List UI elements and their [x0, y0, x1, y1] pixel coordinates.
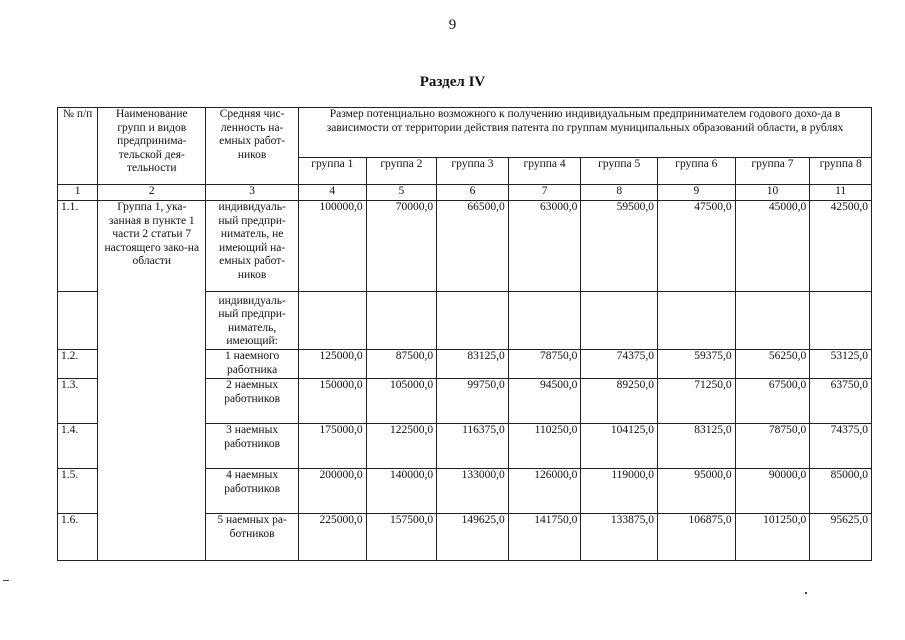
workers-cell: 3 наемных работников — [206, 424, 299, 469]
column-number: 4 — [299, 185, 367, 201]
value-cell: 225000,0 — [299, 514, 367, 561]
value-cell: 59500,0 — [581, 201, 658, 292]
column-number: 11 — [810, 185, 872, 201]
value-cell: 71250,0 — [658, 379, 736, 424]
workers-cell: 1 наемного работника — [206, 350, 299, 379]
value-cell: 70000,0 — [366, 201, 437, 292]
row-number: 1.5. — [58, 469, 98, 514]
value-cell: 116375,0 — [437, 424, 509, 469]
scan-mark — [3, 580, 9, 581]
value-cell: 140000,0 — [366, 469, 437, 514]
column-number: 10 — [735, 185, 810, 201]
value-cell: 42500,0 — [810, 201, 872, 292]
workers-cell: 4 наемных работников — [206, 469, 299, 514]
value-cell: 63750,0 — [810, 379, 872, 424]
group-header: группа 8 — [810, 158, 872, 185]
value-cell: 157500,0 — [366, 514, 437, 561]
value-cell — [658, 292, 736, 350]
column-number: 9 — [658, 185, 736, 201]
value-cell: 90000,0 — [735, 469, 810, 514]
value-cell: 85000,0 — [810, 469, 872, 514]
row-number: 1.3. — [58, 379, 98, 424]
value-cell: 126000,0 — [508, 469, 581, 514]
group-header: группа 5 — [581, 158, 658, 185]
column-number: 3 — [206, 185, 299, 201]
value-cell: 95000,0 — [658, 469, 736, 514]
value-cell: 83125,0 — [658, 424, 736, 469]
group-header: группа 1 — [299, 158, 367, 185]
value-cell: 100000,0 — [299, 201, 367, 292]
group-name: Группа 1, ука-занная в пункте 1 части 2 статьи 7 настоящего зако-на области — [98, 201, 206, 561]
scan-dot — [805, 592, 807, 594]
column-number: 5 — [366, 185, 437, 201]
header-num: № п/п — [58, 108, 98, 185]
page-number: 9 — [448, 17, 457, 33]
value-cell: 74375,0 — [581, 350, 658, 379]
header-workers: Средняя чис-ленность на-емных работ-ников — [206, 108, 299, 185]
value-cell: 104125,0 — [581, 424, 658, 469]
value-cell: 150000,0 — [299, 379, 367, 424]
value-cell: 133875,0 — [581, 514, 658, 561]
value-cell: 63000,0 — [508, 201, 581, 292]
column-number: 8 — [581, 185, 658, 201]
group-header: группа 7 — [735, 158, 810, 185]
row-number: 1.6. — [58, 514, 98, 561]
workers-cell: индивидуаль-ный предпри-ниматель, имеющий: — [206, 292, 299, 350]
value-cell — [735, 292, 810, 350]
value-cell: 133000,0 — [437, 469, 509, 514]
column-number: 2 — [98, 185, 206, 201]
value-cell: 78750,0 — [735, 424, 810, 469]
header-row — [58, 108, 872, 158]
value-cell — [437, 292, 509, 350]
value-cell: 45000,0 — [735, 201, 810, 292]
value-cell: 106875,0 — [658, 514, 736, 561]
group-header: группа 2 — [366, 158, 437, 185]
value-cell: 125000,0 — [299, 350, 367, 379]
value-cell: 74375,0 — [810, 424, 872, 469]
value-cell: 56250,0 — [735, 350, 810, 379]
value-cell — [299, 292, 367, 350]
value-cell: 95625,0 — [810, 514, 872, 561]
value-cell — [810, 292, 872, 350]
value-cell: 175000,0 — [299, 424, 367, 469]
group-header: группа 3 — [437, 158, 509, 185]
value-cell: 47500,0 — [658, 201, 736, 292]
value-cell: 87500,0 — [366, 350, 437, 379]
group-header: группа 6 — [658, 158, 736, 185]
column-number-row — [58, 185, 872, 201]
workers-cell: индивидуаль-ный предпри-ниматель, не имеющий на-емных работ-ников — [206, 201, 299, 292]
row-number: 1.1. — [58, 201, 98, 292]
value-cell: 101250,0 — [735, 514, 810, 561]
value-cell: 53125,0 — [810, 350, 872, 379]
section-title: Раздел IV — [419, 74, 486, 90]
value-cell — [508, 292, 581, 350]
row-number: 1.4. — [58, 424, 98, 469]
value-cell: 149625,0 — [437, 514, 509, 561]
row-number — [58, 292, 98, 350]
value-cell: 105000,0 — [366, 379, 437, 424]
value-cell: 89250,0 — [581, 379, 658, 424]
value-cell: 110250,0 — [508, 424, 581, 469]
group-header: группа 4 — [508, 158, 581, 185]
column-number: 7 — [508, 185, 581, 201]
value-cell: 83125,0 — [437, 350, 509, 379]
workers-cell: 5 наемных ра-ботников — [206, 514, 299, 561]
value-cell: 67500,0 — [735, 379, 810, 424]
row-number: 1.2. — [58, 350, 98, 379]
income-table — [57, 107, 872, 561]
value-cell: 59375,0 — [658, 350, 736, 379]
value-cell: 78750,0 — [508, 350, 581, 379]
header-name: Наименование групп и видов предпринима-тельской дея-тельности — [98, 108, 206, 185]
value-cell — [581, 292, 658, 350]
value-cell: 66500,0 — [437, 201, 509, 292]
value-cell: 141750,0 — [508, 514, 581, 561]
workers-cell: 2 наемных работников — [206, 379, 299, 424]
value-cell: 99750,0 — [437, 379, 509, 424]
value-cell: 119000,0 — [581, 469, 658, 514]
value-cell — [366, 292, 437, 350]
table-row — [58, 201, 872, 292]
header-income-span: Размер потенциально возможного к получению индивидуальным предпринимателем годового дохо-да в зависимости от территории действия патента по группам муниципальных образований области, в рублях — [299, 108, 872, 158]
column-number: 6 — [437, 185, 509, 201]
value-cell: 200000,0 — [299, 469, 367, 514]
value-cell: 94500,0 — [508, 379, 581, 424]
value-cell: 122500,0 — [366, 424, 437, 469]
column-number: 1 — [58, 185, 98, 201]
